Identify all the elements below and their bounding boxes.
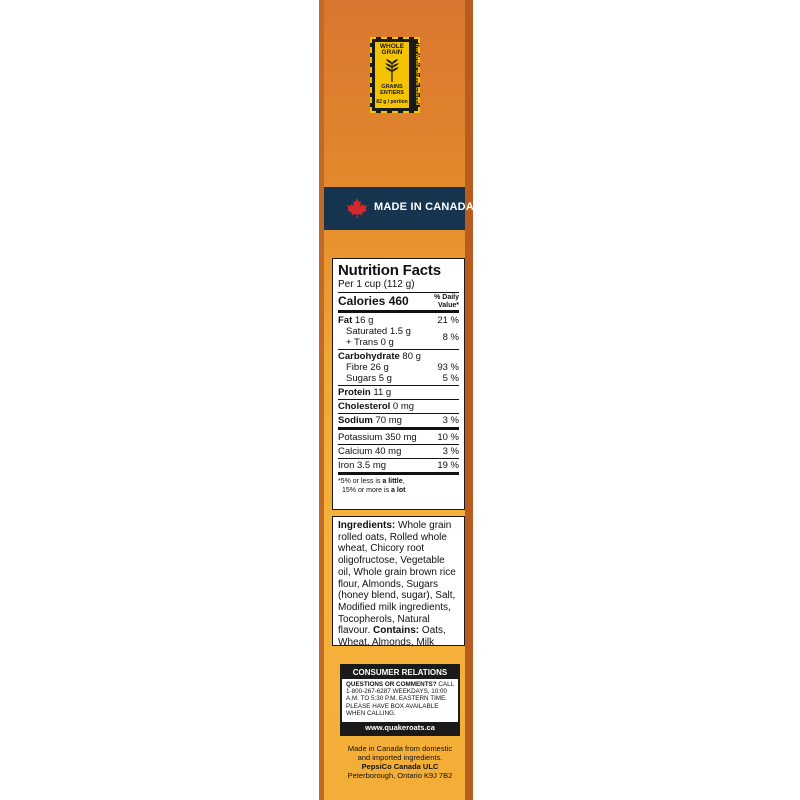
nutrient-row-protein [338,387,459,398]
consumer-relations-body [342,679,458,719]
divider [338,399,459,400]
nutrient-dv: 5 % [442,373,459,384]
footnote-emphasis: a lot [391,486,406,494]
questions-label: QUESTIONS OR COMMENTS? [346,681,437,688]
footnote-text: 15% or more is [342,486,392,494]
nutrient-name: Carbohydrate [338,351,400,362]
nutrient-name: Calcium 40 mg [338,446,402,457]
company-name [340,762,460,771]
nutrient-name: Sugars 5 g [346,373,392,384]
contact-info: CALL 1-800-267-6287 WEEKDAYS, 10:00 A.M. TO 5:30 P.M. EASTERN TIME. PLEASE HAVE BOX AVAILABLE WHEN CALLING. [346,681,454,717]
nutrient-row-carbohydrate [338,351,459,362]
nutrient-name: Sodium [338,415,373,426]
divider [338,292,459,293]
nutrition-facts-title: Nutrition Facts [338,262,441,279]
nutrient-amount: 80 g [402,351,421,362]
serving-size: Per 1 cup (112 g) [338,279,415,290]
website-url: www.quakeroats.ca [342,722,458,734]
nutrient-name: Cholesterol [338,401,391,412]
nutrient-name: Protein [338,387,371,398]
nutrient-dv: 8 % [442,331,459,343]
consumer-relations-box [340,664,460,736]
nutrient-amount: 0 mg [392,401,415,412]
nutrient-name: Potassium 350 mg [338,432,417,443]
stamp-grains-entiers-text: GRAINS ENTIERS [380,84,404,96]
ingredients-label: Ingredients: [338,520,396,531]
made-in-canada-text: MADE IN CANADA [374,201,474,213]
contains-label: Contains: [373,625,420,637]
stamp-face [375,42,409,108]
nutrient-amount: 70 mg [375,415,402,426]
divider [338,427,459,430]
whole-grain-stamp [370,37,420,113]
divider [338,310,459,313]
nutrient-row-potassium [338,432,459,443]
nutrient-dv: 19 % [437,460,459,471]
nutrient-row-iron [338,460,459,471]
nutrient-row-calcium [338,446,459,457]
nutrient-name: + Trans 0 g [346,337,394,348]
nutrient-dv: 21 % [437,315,459,326]
nutrient-row-fibre [338,362,459,373]
stamp-council-text: The Whole Grains Council [414,43,420,106]
ingredients-list: Whole grain rolled oats, Rolled whole wheat, Chicory root oligofructose, Vegetable oil, Whole grain brown rice flour, Almonds, Sugars (honey blend, sugar), Salt, Modified milk ingredients, Tocopherols, Natural flavour. [338,520,456,637]
nutrition-facts-table [332,258,465,510]
maple-leaf-icon [346,197,368,219]
nutrient-amount: 16 g [354,315,374,326]
nutrient-row-saturated-trans [338,326,459,348]
daily-value-footnote: *5% or less is a little, 15% or more is a lot [338,478,406,494]
nutrient-name: Iron 3.5 mg [338,460,387,471]
divider [338,444,459,445]
nutrient-row-fat [338,315,459,326]
daily-value-header: % Daily Value* [434,294,459,309]
calories-row [338,294,459,309]
divider [338,458,459,459]
company-address: Peterborough, Ontario K9J 7B2 [347,771,453,780]
footnote-emphasis: a little [382,478,403,485]
origin-line-1: Made in Canada from domestic [347,744,453,753]
nutrient-row-sugars [338,373,459,384]
nutrient-amount: 11 g [373,387,392,398]
footnote-text: *5% or less is [338,478,383,485]
nutrient-name: Saturated 1.5 g [346,326,411,337]
allergens-list: Oats, Wheat, Almonds, Milk [338,625,446,649]
nutrient-dv: 3 % [442,415,459,426]
ingredients-box [332,516,465,649]
made-in-canada-banner [324,187,474,230]
nutrient-row-cholesterol [338,401,459,412]
wheat-icon [383,58,401,82]
divider [338,413,459,414]
divider [338,472,459,475]
origin-line-2: and imported ingredients. [357,753,443,762]
divider [338,385,459,386]
nutrient-dv: 10 % [437,432,459,443]
stamp-whole-grain-text: WHOLE GRAIN [379,43,405,56]
company-name-text: PepsiCo Canada ULC [361,762,439,771]
nutrient-name: Fat [338,315,353,326]
divider [338,349,459,350]
calories-label: Calories 460 [338,294,409,308]
nutrient-row-sodium [338,415,459,426]
manufacturer-info [340,744,460,780]
nutrient-dv: 93 % [437,362,459,373]
stamp-portion-text: 82 g / portion [376,99,408,105]
nutrient-dv: 3 % [442,446,459,457]
consumer-relations-title: CONSUMER RELATIONS [342,666,458,679]
nutrient-name: Fibre 26 g [346,362,389,373]
box-edge-right [465,0,473,800]
